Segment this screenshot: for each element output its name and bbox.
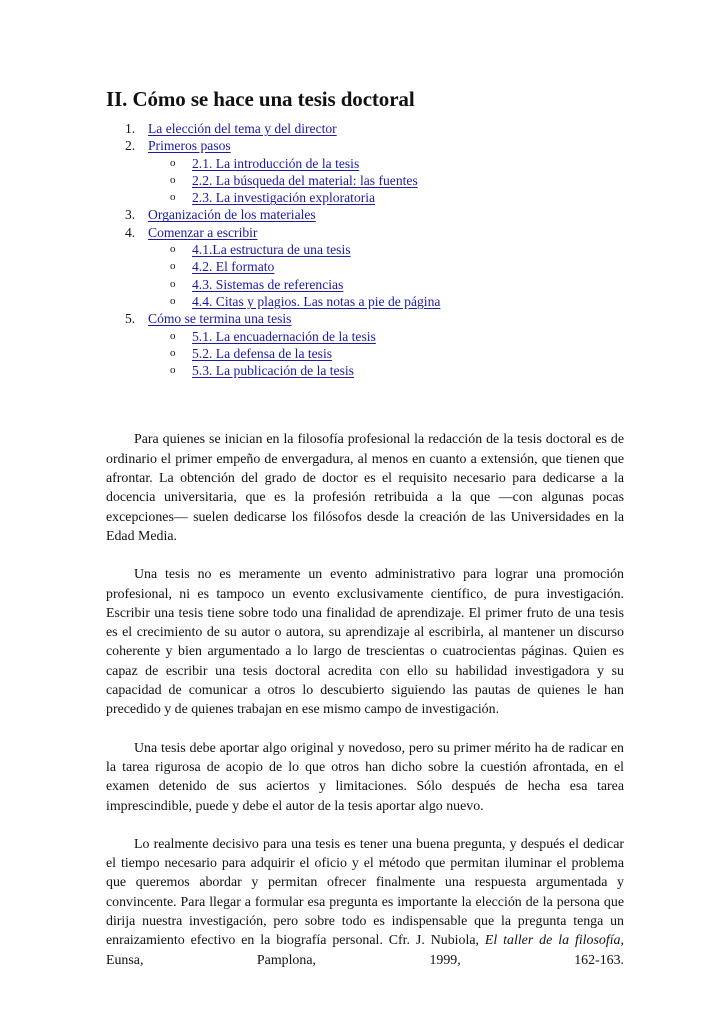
toc-sublink[interactable]: 4.2. El formato [192, 259, 275, 275]
circle-bullet-icon: o [170, 243, 176, 256]
circle-bullet-icon: o [170, 156, 176, 169]
toc-link-3[interactable]: Organización de los materiales [148, 207, 316, 223]
circle-bullet-icon: o [170, 277, 176, 290]
paragraph-4 [106, 835, 624, 970]
toc-sublist [148, 241, 624, 310]
paragraph-1: Para quienes se inician en la filosofía profesional la redacción de la tesis doctoral es de ordinario el primer empeño de envergadura, al menos en cuanto a extensión, que tienen que afrontar. La obtención del grado de doctor es el requisito necesario para dedicarse a la docencia universitaria, que es la profesión retribuida a la que —con algunas pocas excepciones— suelen dedicarse los filósofos desde la creación de las Universidades en la Edad Media. [106, 432, 624, 544]
toc-subitem [148, 258, 624, 275]
toc-item-number: 5. [125, 311, 136, 327]
circle-bullet-icon: o [170, 329, 176, 342]
toc-item-number: 3. [125, 207, 136, 223]
toc-link-1[interactable]: La elección del tema y del director [148, 121, 337, 136]
toc-sublink[interactable]: 2.2. La búsqueda del material: las fuentes [192, 172, 418, 188]
table-of-contents [106, 120, 624, 379]
toc-subitem [148, 172, 624, 189]
paragraph-4-citation: , Eunsa, Pamplona, 1999, 162-163. [106, 933, 624, 968]
toc-sublink[interactable]: 2.1. La introducción de la tesis [192, 155, 360, 171]
toc-item-3 [106, 206, 624, 223]
toc-item-2 [106, 137, 624, 206]
paragraph-3: Una tesis debe aportar algo original y novedoso, pero su primer mérito ha de radicar en la tarea rigurosa de acopio de lo que otros han dicho sobre la cuestión afrontada, en el examen detenido de sus aciertos y limitaciones. Sólo después de hecha esa tarea imprescindible, puede y debe el autor de la tesis aportar algo nuevo. [106, 740, 624, 814]
toc-item-number: 4. [125, 224, 136, 240]
toc-link-4[interactable]: Comenzar a escribir [148, 224, 258, 240]
toc-subitem [148, 276, 624, 293]
toc-sublink[interactable]: 5.2. La defensa de la tesis [192, 345, 333, 361]
toc-subitem [148, 241, 624, 258]
toc-subitem [148, 155, 624, 172]
document-body [106, 430, 624, 969]
circle-bullet-icon: o [170, 346, 176, 359]
paragraph-2: Una tesis no es meramente un evento administrativo para lograr una promoción profesional, ni es tampoco un evento exclusivamente científico, de pura investigación. Escribir una tesis tiene sobre todo una finalidad de aprendizaje. El primer fruto de una tesis es el crecimiento de su autor o autora, su aprendizaje al escribirla, al mantener un discurso coherente y bien argumentado a lo largo de trescientas o cuatrocientas páginas. Quien es capaz de escribir una tesis doctoral acredita con ello su habilidad investigadora y su capacidad de comunicar a otros lo descubierto siguiendo las pautas de quienes le han precedido y de quienes trabajan en ese mismo campo de investigación. [106, 567, 624, 718]
toc-item-number: 2. [125, 138, 136, 154]
circle-bullet-icon: o [170, 191, 176, 204]
toc-subitem [148, 345, 624, 362]
toc-item-5 [106, 310, 624, 379]
toc-subitem [148, 293, 624, 310]
page-title: II. Cómo se hace una tesis doctoral [106, 87, 415, 111]
book-title: El taller de la filosofía [484, 933, 621, 949]
toc-subitem [148, 189, 624, 206]
toc-item-1 [106, 120, 624, 137]
toc-sublist [148, 328, 624, 380]
toc-sublink[interactable]: 4.1.La estructura de una tesis [192, 242, 351, 258]
toc-sublink[interactable]: 4.3. Sistemas de referencias [192, 276, 344, 292]
circle-bullet-icon: o [170, 364, 176, 377]
toc-sublink[interactable]: 5.3. La publicación de la tesis [192, 363, 354, 379]
toc-item-number: 1. [125, 121, 136, 136]
toc-item-4 [106, 224, 624, 310]
circle-bullet-icon: o [170, 294, 176, 307]
paragraph-4-text: Lo realmente decisivo para una tesis es tener una buena pregunta, y después el dedicar el tiempo necesario para adquirir el oficio y el método que permitan iluminar el problema que queremos abordar y permitan ofrecer finalmente una respuesta argumentada y convincente. Para llegar a formular esa pregunta es importante la elección de la persona que dirija nuestra investigación, pero sobre todo es indispensable que la pregunta tenga un enraizamiento efectivo en la biografía personal. Cfr. J. Nubiola, [106, 836, 624, 949]
toc-subitem [148, 362, 624, 379]
toc-sublink[interactable]: 2.3. La investigación exploratoria [192, 190, 376, 206]
toc-sublink[interactable]: 4.4. Citas y plagios. Las notas a pie de página [192, 293, 441, 309]
toc-link-5[interactable]: Cómo se termina una tesis [148, 311, 292, 327]
toc-subitem [148, 328, 624, 345]
circle-bullet-icon: o [170, 173, 176, 186]
document-page [106, 86, 624, 970]
toc-sublist [148, 155, 624, 207]
toc-link-2[interactable]: Primeros pasos [148, 138, 231, 154]
toc-sublink[interactable]: 5.1. La encuadernación de la tesis [192, 328, 376, 344]
circle-bullet-icon: o [170, 260, 176, 273]
